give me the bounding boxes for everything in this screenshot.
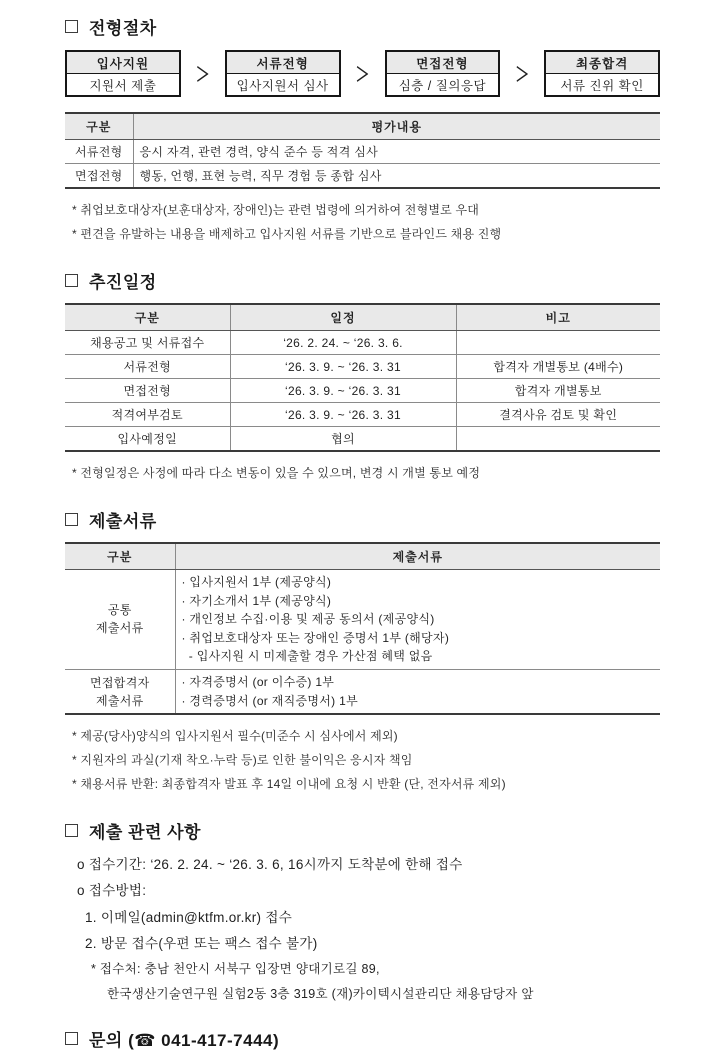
submission-address-line1: * 접수처: 충남 천안시 서북구 입장면 양대기로길 89, [91, 962, 380, 977]
submission-period: o 접수기간: ‘26. 2. 24. ~ ‘26. 3. 6, 16시까지 도착분에 한해 접수 [77, 857, 463, 873]
table-cell: ‘26. 3. 9. ~ ‘26. 3. 31 [230, 403, 456, 427]
flow-step-desc: 지원서 제출 [67, 74, 179, 95]
section-title [65, 818, 660, 843]
submission-method-label: o 접수방법: [77, 883, 147, 899]
note-line: * 지원자의 과실(기재 착오·누락 등)로 인한 불이익은 응시자 책임 [72, 753, 413, 768]
table-cell: ‘26. 2. 24. ~ ‘26. 3. 6. [230, 331, 456, 355]
table-cell [65, 669, 175, 714]
table-header-cell: 구분 [65, 543, 175, 570]
chevron-right-icon: ＞ [355, 62, 370, 85]
flow-step-name: 입사지원 [67, 52, 179, 74]
table-cell [175, 669, 660, 714]
table-header-cell: 평가내용 [133, 113, 660, 140]
schedule-notes [72, 461, 660, 485]
section-title [65, 1026, 660, 1051]
doc-item: - 입사지원 시 미제출할 경우 가산점 혜택 없음 [181, 649, 433, 664]
note-line: * 편견을 유발하는 내용을 배제하고 입사지원 서류를 기반으로 블라인드 채용 진행 [72, 227, 502, 241]
section-title [65, 507, 660, 532]
submission-details [65, 852, 660, 1006]
flow-step-interview [385, 50, 501, 97]
doc-item: · 자기소개서 1부 (제공양식) [181, 593, 332, 608]
table-cell [456, 427, 660, 452]
doc-item: · 입사지원서 1부 (제공양식) [181, 575, 332, 589]
table-cell: 면접전형 [65, 379, 230, 403]
table-header-row [65, 543, 660, 570]
table-cell: ‘26. 3. 9. ~ ‘26. 3. 31 [230, 355, 456, 379]
process-notes [72, 198, 660, 246]
documents-notes [72, 724, 660, 796]
table-cell: 협의 [230, 427, 456, 452]
submission-method-visit: 2. 방문 접수(우편 또는 팩스 접수 불가) [85, 936, 318, 952]
table-cell: 서류전형 [65, 355, 230, 379]
flow-step-name: 서류전형 [227, 52, 339, 74]
flow-step-apply [65, 50, 181, 97]
doc-type-line: 면접합격자 [90, 675, 150, 690]
table-cell: 적격여부검토 [65, 403, 230, 427]
flow-step-desc: 서류 진위 확인 [546, 74, 658, 95]
doc-item: · 경력증명서 (or 재직증명서) 1부 [181, 693, 358, 708]
table-cell: 입사예정일 [65, 427, 230, 452]
table-row [65, 669, 660, 714]
table-row [65, 403, 660, 427]
doc-type-line: 제출서류 [95, 693, 144, 708]
section-title-text: 전형절차 [89, 19, 157, 38]
checkbox-icon [65, 20, 78, 33]
flow-step-document [225, 50, 341, 97]
table-header-cell: 구분 [65, 304, 230, 331]
table-cell: ‘26. 3. 9. ~ ‘26. 3. 31 [230, 379, 456, 403]
table-cell: 면접전형 [65, 164, 133, 189]
table-cell [65, 570, 175, 670]
table-row [65, 140, 660, 164]
table-cell [456, 331, 660, 355]
doc-item: · 취업보호대상자 또는 장애인 증명서 1부 (해당자) [181, 630, 450, 645]
documents-table [65, 542, 660, 715]
table-header-cell: 일정 [230, 304, 456, 331]
doc-item: · 개인정보 수집·이용 및 제공 동의서 (제공양식) [181, 612, 435, 627]
chevron-right-icon: ＞ [515, 62, 530, 85]
table-header-cell: 구분 [65, 113, 133, 140]
checkbox-icon [65, 1032, 78, 1045]
section-submission [65, 818, 660, 1006]
table-row [65, 427, 660, 452]
table-row [65, 379, 660, 403]
chevron-right-icon: ＞ [195, 62, 210, 85]
checkbox-icon [65, 513, 78, 526]
note-line: * 취업보호대상자(보훈대상자, 장애인)는 관련 법령에 의거하여 전형별로 우대 [72, 203, 480, 217]
schedule-table [65, 303, 660, 452]
section-title-text: 제출 관련 사항 [89, 823, 201, 843]
evaluation-table [65, 112, 660, 189]
table-cell: 행동, 언행, 표현 능력, 직무 경험 등 종합 심사 [133, 164, 660, 189]
table-cell: 합격자 개별통보 (4배수) [456, 355, 660, 379]
section-title [65, 14, 660, 39]
submission-address-line2: 한국생산기술연구원 실험2동 3층 319호 (재)카이텍시설관리단 채용담당자 앞 [107, 986, 534, 1001]
table-header-cell: 제출서류 [175, 543, 660, 570]
doc-item: · 자격증명서 (or 이수증) 1부 [181, 674, 335, 689]
section-schedule [65, 268, 660, 485]
note-line: * 제공(당사)양식의 입사지원서 필수(미준수 시 심사에서 제외) [72, 729, 398, 744]
section-documents [65, 507, 660, 796]
table-row [65, 570, 660, 670]
table-cell: 합격자 개별통보 [456, 379, 660, 403]
table-cell: 응시 자격, 관련 경력, 양식 준수 등 적격 심사 [133, 140, 660, 164]
note-line: * 채용서류 반환: 최종합격자 발표 후 14일 이내에 요청 시 반환 (단, 전자서류 제외) [72, 777, 506, 792]
table-row [65, 164, 660, 189]
note-line: * 전형일정은 사정에 따라 다소 변동이 있을 수 있으며, 변경 시 개별 통보 예정 [72, 466, 481, 480]
table-header-row [65, 304, 660, 331]
section-title-text: 추진일정 [89, 273, 157, 292]
section-title [65, 268, 660, 293]
checkbox-icon [65, 274, 78, 287]
flow-step-desc: 입사지원서 심사 [227, 74, 339, 95]
process-flow [65, 50, 660, 97]
table-row [65, 331, 660, 355]
section-title-text: 제출서류 [89, 512, 157, 531]
table-cell: 결격사유 검토 및 확인 [456, 403, 660, 427]
doc-type-line: 제출서류 [95, 621, 144, 636]
section-process [65, 14, 660, 246]
table-header-cell: 비고 [456, 304, 660, 331]
table-cell [175, 570, 660, 670]
table-cell: 채용공고 및 서류접수 [90, 336, 205, 350]
checkbox-icon [65, 824, 78, 837]
table-row [65, 355, 660, 379]
table-header-row [65, 113, 660, 140]
doc-type-line: 공통 [107, 603, 132, 618]
contact-title-text: 문의 (☎ 041-417-7444) [89, 1031, 280, 1051]
flow-step-name: 최종합격 [546, 52, 658, 74]
table-cell: 서류전형 [74, 145, 123, 159]
flow-step-name: 면접전형 [387, 52, 499, 74]
flow-step-final [544, 50, 660, 97]
section-contact [65, 1026, 660, 1051]
submission-method-email: 1. 이메일(admin@ktfm.or.kr) 접수 [85, 909, 293, 925]
flow-step-desc: 심층 / 질의응답 [387, 74, 499, 95]
